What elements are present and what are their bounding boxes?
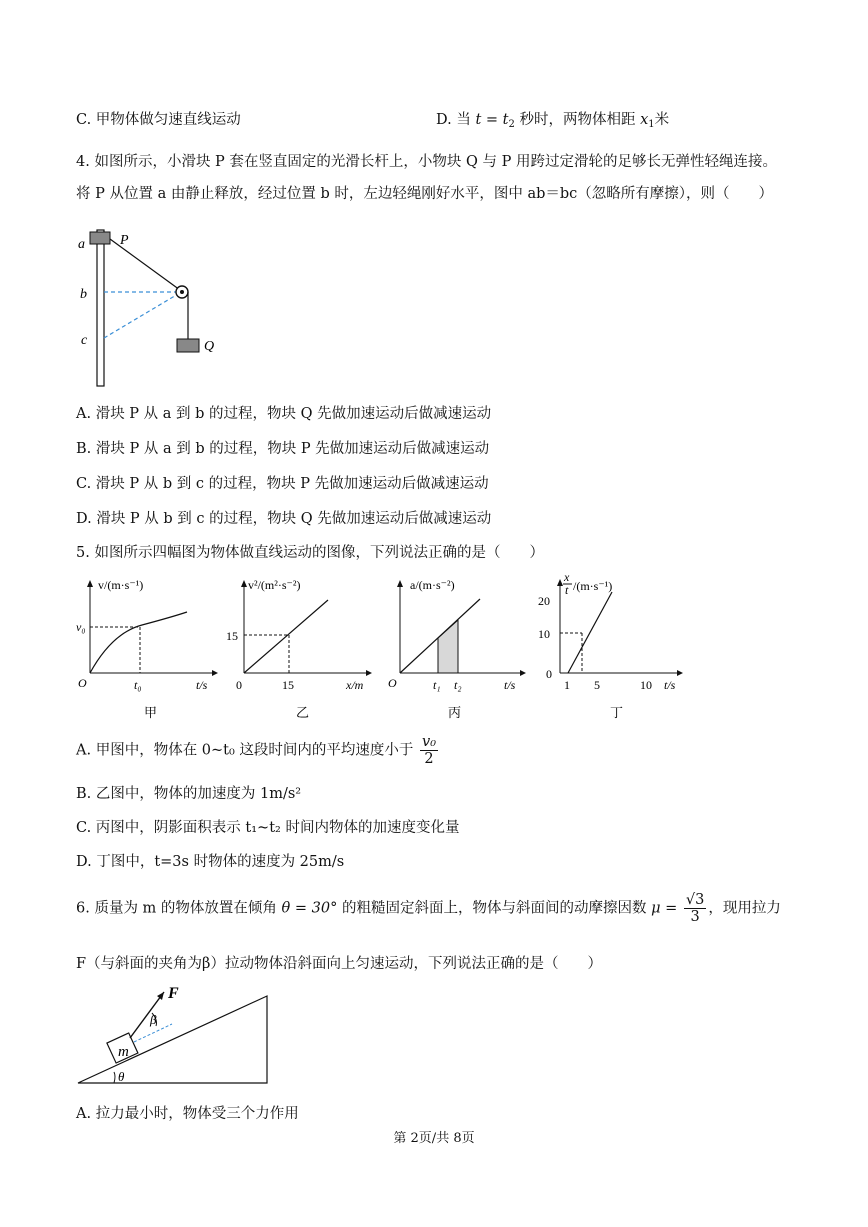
svg-text:/(m·s⁻¹): /(m·s⁻¹): [573, 579, 613, 593]
svg-text:1: 1: [564, 678, 570, 692]
q5-option-d: D. 丁图中，t=3s 时物体的速度为 25m/s: [76, 854, 345, 870]
svg-text:v/(m·s⁻¹): v/(m·s⁻¹): [98, 578, 144, 592]
svg-text:20: 20: [538, 594, 550, 608]
q4-option-c: C. 滑块 P 从 b 到 c 的过程，物块 P 先做加速运动后做减速运动: [76, 476, 489, 492]
svg-text:15: 15: [226, 629, 238, 643]
q5-stem: 5. 如图所示四幅图为物体做直线运动的图像，下列说法正确的是（ ）: [76, 545, 544, 561]
svg-text:v²/(m²·s⁻²): v²/(m²·s⁻²): [248, 578, 301, 592]
svg-text:a/(m·s⁻²): a/(m·s⁻²): [410, 578, 455, 592]
q5-option-c: C. 丙图中，阴影面积表示 t₁~t₂ 时间内物体的加速度变化量: [76, 820, 460, 836]
svg-text:x/m: x/m: [346, 678, 364, 692]
svg-text:t₂: t₂: [454, 678, 462, 692]
q6-option-a: A. 拉力最小时，物体受三个力作用: [76, 1106, 299, 1122]
label-q: Q: [204, 339, 215, 354]
force-arrow: [130, 992, 164, 1038]
q4-stem-line1: 4. 如图所示，小滑块 P 套在竖直固定的光滑长杆上，小物块 Q 与 P 用跨过定滑轮的足够长无弹性轻绳连接。: [76, 154, 777, 170]
slider-p: [90, 232, 110, 244]
svg-text:m: m: [118, 1044, 129, 1060]
q4-option-a: A. 滑块 P 从 a 到 b 的过程，物块 Q 先做加速运动后做减速运动: [76, 406, 492, 422]
svg-text:F: F: [168, 985, 179, 1002]
svg-text:x: x: [564, 570, 570, 584]
label-b: b: [80, 287, 87, 302]
svg-text:t/s: t/s: [504, 678, 516, 692]
label-a: a: [78, 237, 85, 252]
svg-text:O: O: [388, 676, 397, 690]
line-ding: [568, 592, 612, 673]
q6-figure: [72, 980, 282, 1090]
q5-option-b: B. 乙图中，物体的加速度为 1m/s²: [76, 786, 302, 802]
q4-option-d: D. 滑块 P 从 b 到 c 的过程，物块 Q 先做加速运动后做减速运动: [76, 511, 492, 527]
q3-option-c: C. 甲物体做匀速直线运动: [76, 112, 241, 128]
svg-text:t/s: t/s: [196, 678, 208, 692]
svg-text:θ: θ: [118, 1069, 125, 1084]
block-q: [177, 339, 199, 352]
svg-text:10: 10: [640, 678, 652, 692]
svg-text:t₁: t₁: [433, 678, 441, 692]
svg-text:乙: 乙: [296, 705, 310, 720]
q6-stem-line2: F（与斜面的夹角为β）拉动物体沿斜面向上匀速运动，下列说法正确的是（ ）: [76, 956, 602, 972]
line-yi: [244, 600, 328, 673]
label-p: P: [120, 233, 129, 248]
svg-text:10: 10: [538, 627, 550, 641]
curve-jia: [90, 612, 187, 673]
q4-option-b: B. 滑块 P 从 a 到 b 的过程，物块 P 先做加速运动后做减速运动: [76, 441, 490, 457]
label-c: c: [81, 333, 88, 348]
q5-option-a: A. 甲图中，物体在 0~t₀ 这段时间内的平均速度小于 $\frac{\text{v₀}}{2}$: [76, 734, 437, 767]
graph-bing: [382, 575, 532, 725]
svg-text:v₀: v₀: [76, 620, 86, 634]
q4-stem-line2: 将 P 从位置 a 由静止释放，经过位置 b 时，左边轻绳刚好水平，图中 ab＝bc（忽略所有摩擦），则（ ）: [76, 186, 774, 202]
svg-text:t: t: [565, 583, 569, 597]
graph-ding: [532, 570, 692, 725]
svg-text:丙: 丙: [448, 705, 462, 720]
svg-text:丁: 丁: [610, 705, 624, 720]
q3-option-d: D. 当 $t = t_2$ 秒时，两物体相距 $x_1$米: [436, 112, 670, 130]
svg-text:5: 5: [594, 678, 600, 692]
svg-text:β: β: [150, 1012, 157, 1027]
q6-stem-line1: 6. 质量为 m 的物体放置在倾角 θ = 30° 的粗糙固定斜面上，物体与斜面间的动摩擦因数 μ = $\frac{√3}{3}$ ，现用拉力: [76, 892, 781, 925]
svg-text:甲: 甲: [144, 705, 158, 720]
incline: [78, 996, 267, 1083]
page-footer: 第 2页/共 8页: [393, 1131, 475, 1146]
svg-text:O: O: [78, 676, 87, 690]
svg-text:t₀: t₀: [134, 678, 142, 692]
svg-text:0: 0: [236, 678, 242, 692]
graph-jia: [72, 575, 222, 725]
svg-text:0: 0: [546, 667, 552, 681]
dashed-c: [104, 294, 178, 338]
svg-text:t/s: t/s: [664, 678, 676, 692]
q4-figure: [70, 222, 240, 392]
vertical-rod: [97, 230, 104, 386]
graph-yi: [226, 575, 376, 725]
svg-text:15: 15: [282, 678, 294, 692]
